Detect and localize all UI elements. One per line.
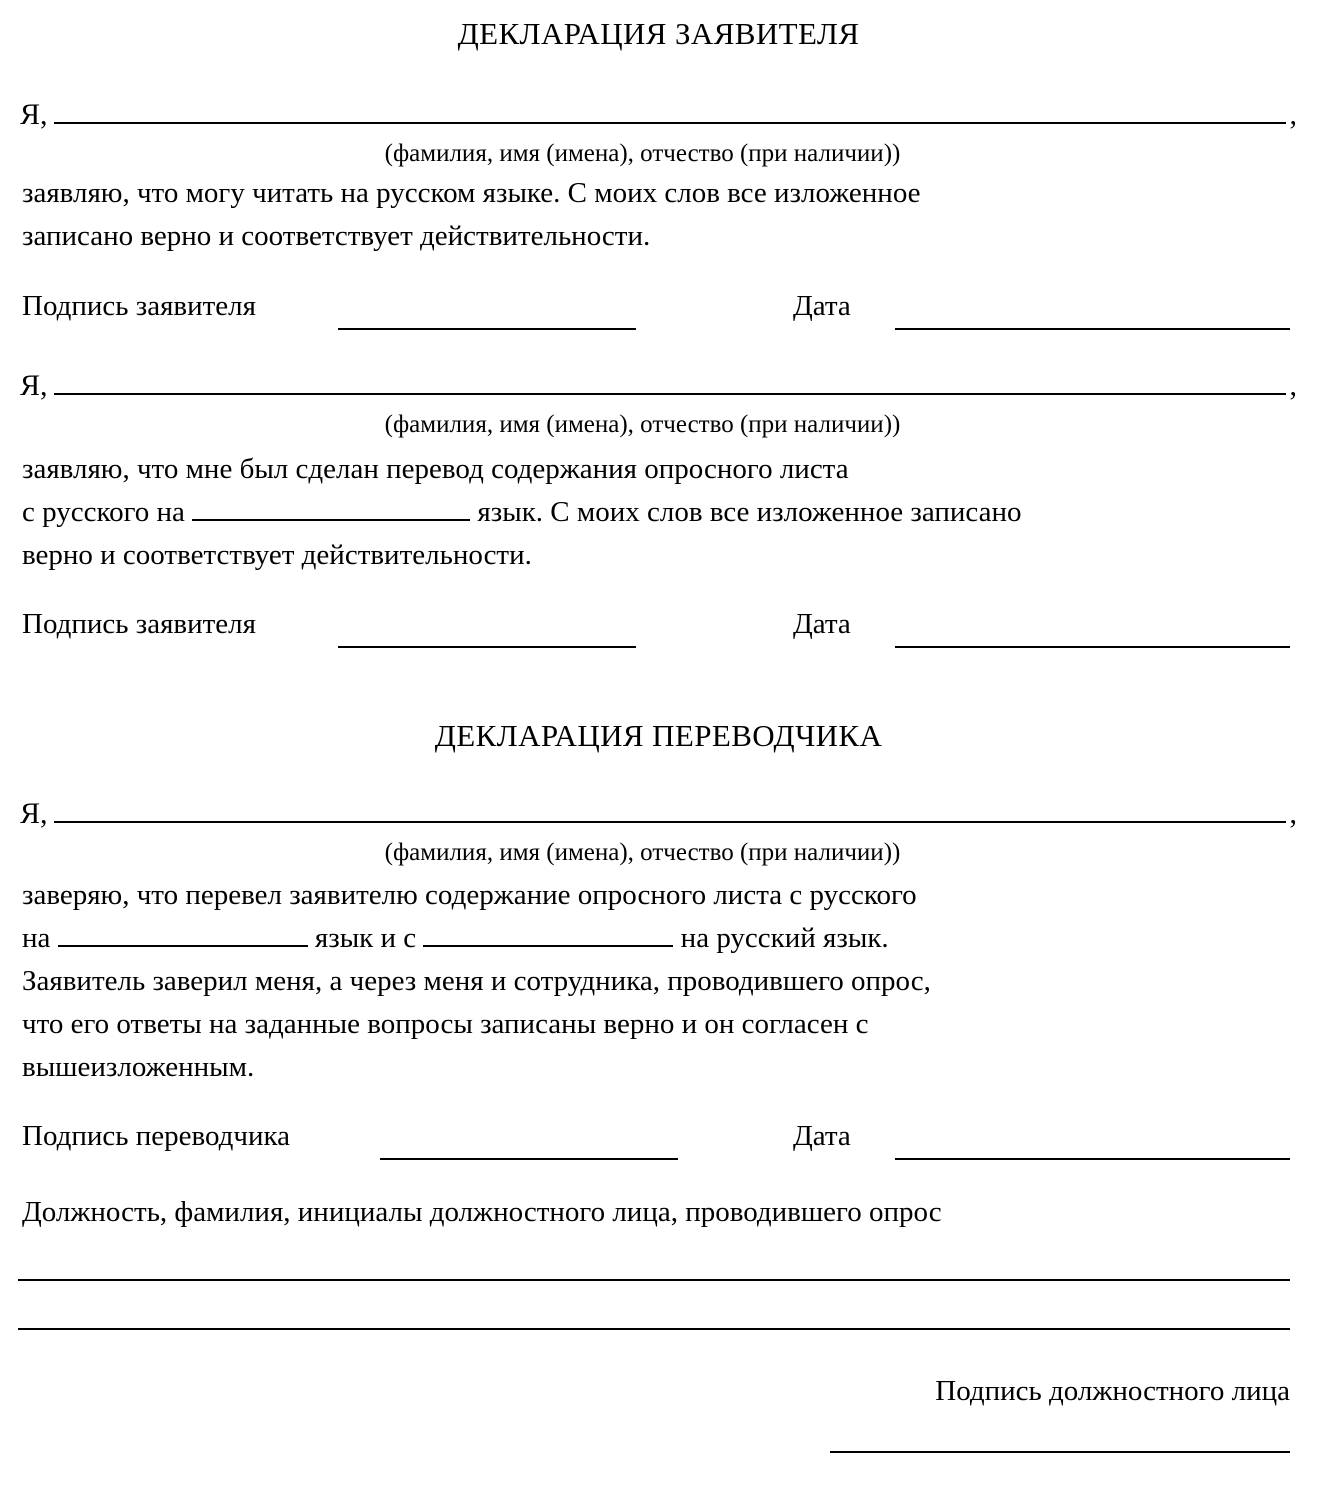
applicant-statement-1-line2: записано верно и соответствует действительности.: [22, 220, 651, 252]
applicant-fullname-input-2[interactable]: [54, 363, 1286, 395]
trailing-comma-2: ,: [1289, 369, 1297, 402]
translator-language-to-input[interactable]: [423, 919, 673, 947]
applicant-statement-2-line2: [22, 491, 1288, 534]
applicant-fullname-input-1[interactable]: [54, 92, 1286, 124]
translator-statement-suffix: на русский язык.: [680, 922, 889, 954]
applicant-statement-2: [22, 448, 1288, 577]
trailing-comma-1: ,: [1289, 98, 1297, 131]
applicant-date-label-2: Дата: [793, 608, 851, 640]
pronoun-label-2: Я,: [20, 369, 48, 402]
applicant-translation-language-input[interactable]: [192, 493, 470, 521]
translator-declaration-title: ДЕКЛАРАЦИЯ ПЕРЕВОДЧИКА: [434, 718, 883, 753]
applicant-name-caption-1: (фамилия, имя (имена), отчество (при наличии)): [384, 140, 901, 167]
applicant-date-input-2[interactable]: [895, 646, 1290, 648]
official-details-label: Должность, фамилия, инициалы должностного лица, проводившего опрос: [22, 1196, 942, 1228]
trailing-comma-3: ,: [1289, 797, 1297, 830]
translator-fullname-input[interactable]: [54, 791, 1286, 823]
translator-statement-line1: заверяю, что перевел заявителю содержание опросного листа с русского: [22, 879, 917, 911]
translator-statement-prefix: на: [22, 922, 51, 954]
translator-statement-line2: [22, 917, 1288, 960]
applicant-signature-input-1[interactable]: [338, 328, 636, 330]
applicant-date-label-1: Дата: [793, 290, 851, 322]
applicant-signature-label-1: Подпись заявителя: [22, 290, 256, 322]
translator-language-from-input[interactable]: [58, 919, 308, 947]
translator-statement-line5: вышеизложенным.: [22, 1051, 255, 1083]
applicant-statement-2-prefix: с русского на: [22, 496, 185, 528]
translator-signature-row: [0, 1120, 1317, 1164]
applicant-declaration-title: ДЕКЛАРАЦИЯ ЗАЯВИТЕЛЯ: [457, 16, 860, 51]
translator-statement-middle: язык и с: [314, 922, 417, 954]
official-signature-label: Подпись должностного лица: [935, 1375, 1290, 1407]
applicant-statement-1: [22, 172, 1288, 258]
translator-statement-line3: Заявитель заверил меня, а через меня и сотрудника, проводившего опрос,: [22, 965, 931, 997]
official-details-input-line-2[interactable]: [18, 1328, 1290, 1330]
translator-signature-label: Подпись переводчика: [22, 1120, 291, 1152]
applicant-signature-row-2: [0, 608, 1317, 652]
official-details-input-line-1[interactable]: [18, 1279, 1290, 1281]
applicant-signature-input-2[interactable]: [338, 646, 636, 648]
translator-signature-input[interactable]: [380, 1158, 678, 1160]
applicant-statement-2-line3: верно и соответствует действительности.: [22, 539, 532, 571]
translator-name-row: [20, 791, 1297, 835]
applicant-name-row-1: [20, 92, 1297, 136]
applicant-statement-2-suffix: язык. С моих слов все изложенное записано: [477, 496, 1022, 528]
translator-name-caption: (фамилия, имя (имена), отчество (при наличии)): [384, 839, 901, 866]
applicant-name-row-2: [20, 363, 1297, 407]
applicant-date-input-1[interactable]: [895, 328, 1290, 330]
applicant-name-caption-2: (фамилия, имя (имена), отчество (при наличии)): [384, 411, 901, 438]
applicant-statement-2-line1: заявляю, что мне был сделан перевод содержания опросного листа: [22, 453, 849, 485]
official-signature-input[interactable]: [830, 1451, 1290, 1453]
pronoun-label-1: Я,: [20, 98, 48, 131]
applicant-signature-label-2: Подпись заявителя: [22, 608, 256, 640]
applicant-signature-row-1: [0, 290, 1317, 334]
pronoun-label-3: Я,: [20, 797, 48, 830]
translator-statement: [22, 874, 1288, 1089]
translator-date-label: Дата: [793, 1120, 851, 1152]
translator-date-input[interactable]: [895, 1158, 1290, 1160]
translator-statement-line4: что его ответы на заданные вопросы записаны верно и он согласен с: [22, 1008, 869, 1040]
applicant-statement-1-line1: заявляю, что могу читать на русском языке. С моих слов все изложенное: [22, 177, 921, 209]
